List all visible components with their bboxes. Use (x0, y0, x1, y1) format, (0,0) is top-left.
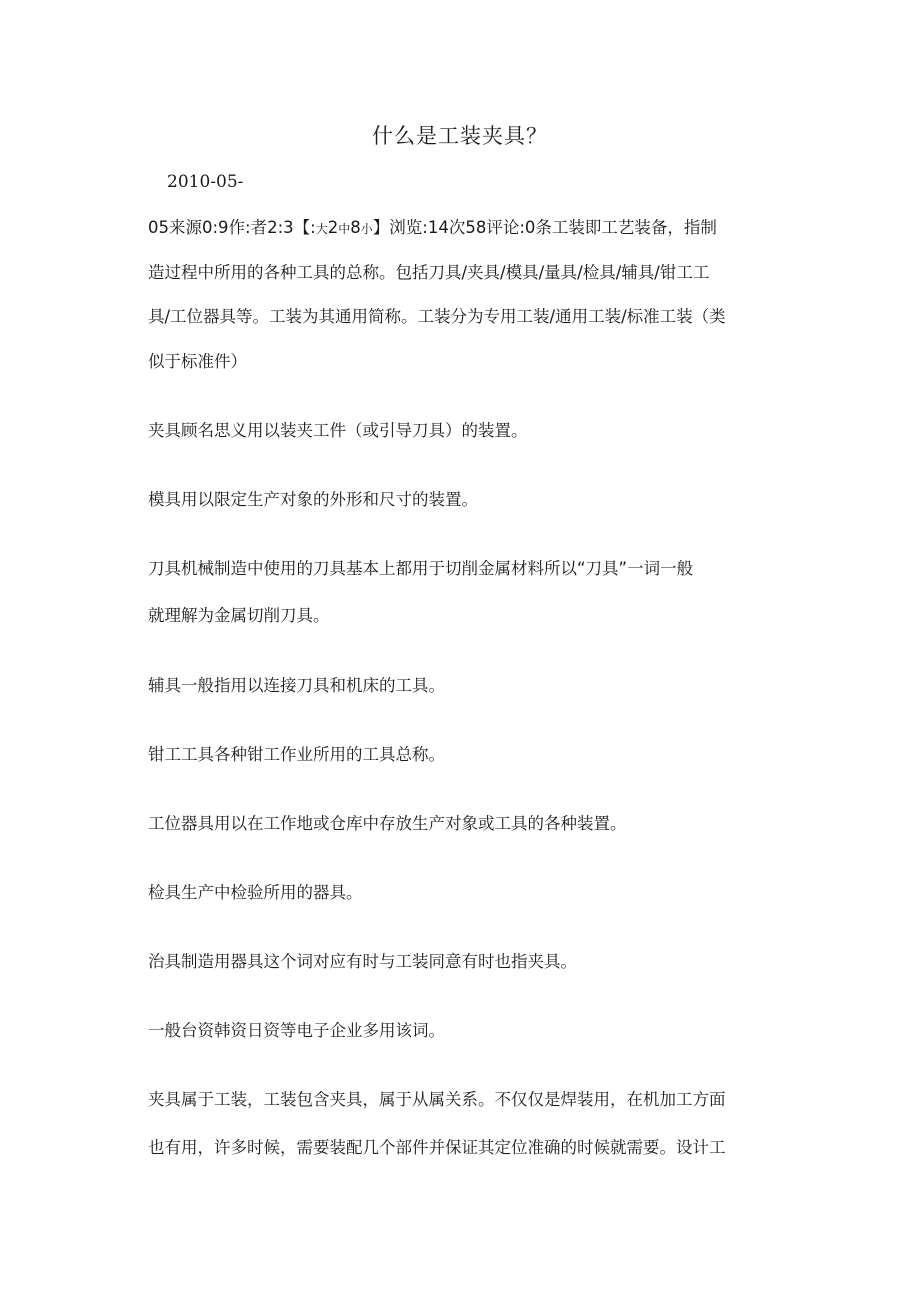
page-title: 什么是工装夹具？ (372, 124, 548, 148)
meta-number: 8 (350, 218, 361, 237)
paragraph-bench-tools: 钳工工具各种钳工作业所用的工具总称。 (148, 745, 445, 764)
intro-line: 具/工位器具等。工装为其通用简称。工装分为专用工装/通用工装/标准工装（类 (148, 307, 726, 326)
paragraph-auxiliary: 辅具一般指用以连接刀具和机床的工具。 (148, 676, 445, 695)
paragraph-cutter: 刀具机械制造中使用的刀具基本上都用于切削金属材料所以“刀具”一词一般 (148, 559, 694, 578)
font-size-medium-option[interactable]: 中 (338, 222, 351, 236)
meta-source-text: 05来源0:9作:者2:3【: (148, 218, 316, 237)
intro-line: 似于标准件） (148, 352, 247, 371)
font-size-large-option[interactable]: 大 (315, 222, 328, 236)
meta-line (148, 214, 778, 238)
paragraph-cutter-cont: 就理解为金属切削刀具。 (148, 606, 330, 625)
font-size-small-option[interactable]: 小 (360, 222, 373, 236)
paragraph-gauge: 检具生产中检验所用的器具。 (148, 883, 363, 902)
meta-number: 2 (327, 218, 339, 237)
paragraph-relationship-cont: 也有用，许多时候，需要装配几个部件并保证其定位准确的时候就需要。设计工 (148, 1138, 726, 1157)
meta-stats-text: 】浏览:14次58评论:0条工装即工艺装备，指制 (372, 218, 717, 237)
article-date: 2010-05- (167, 172, 244, 192)
paragraph-relationship: 夹具属于工装，工装包含夹具，属于从属关系。不仅仅是焊装用，在机加工方面 (148, 1090, 726, 1109)
paragraph-industry-usage: 一般台资韩资日资等电子企业多用该词。 (148, 1021, 445, 1040)
paragraph-mold: 模具用以限定生产对象的外形和尺寸的装置。 (148, 490, 478, 509)
paragraph-jig: 治具制造用器具这个词对应有时与工装同意有时也指夹具。 (148, 952, 577, 971)
paragraph-station-apparatus: 工位器具用以在工作地或仓库中存放生产对象或工具的各种装置。 (148, 814, 627, 833)
paragraph-fixture: 夹具顾名思义用以装夹工件（或引导刀具）的装置。 (148, 421, 528, 440)
intro-line: 造过程中所用的各种工具的总称。包括刀具/夹具/模具/量具/检具/辅具/钳工工 (148, 263, 710, 282)
